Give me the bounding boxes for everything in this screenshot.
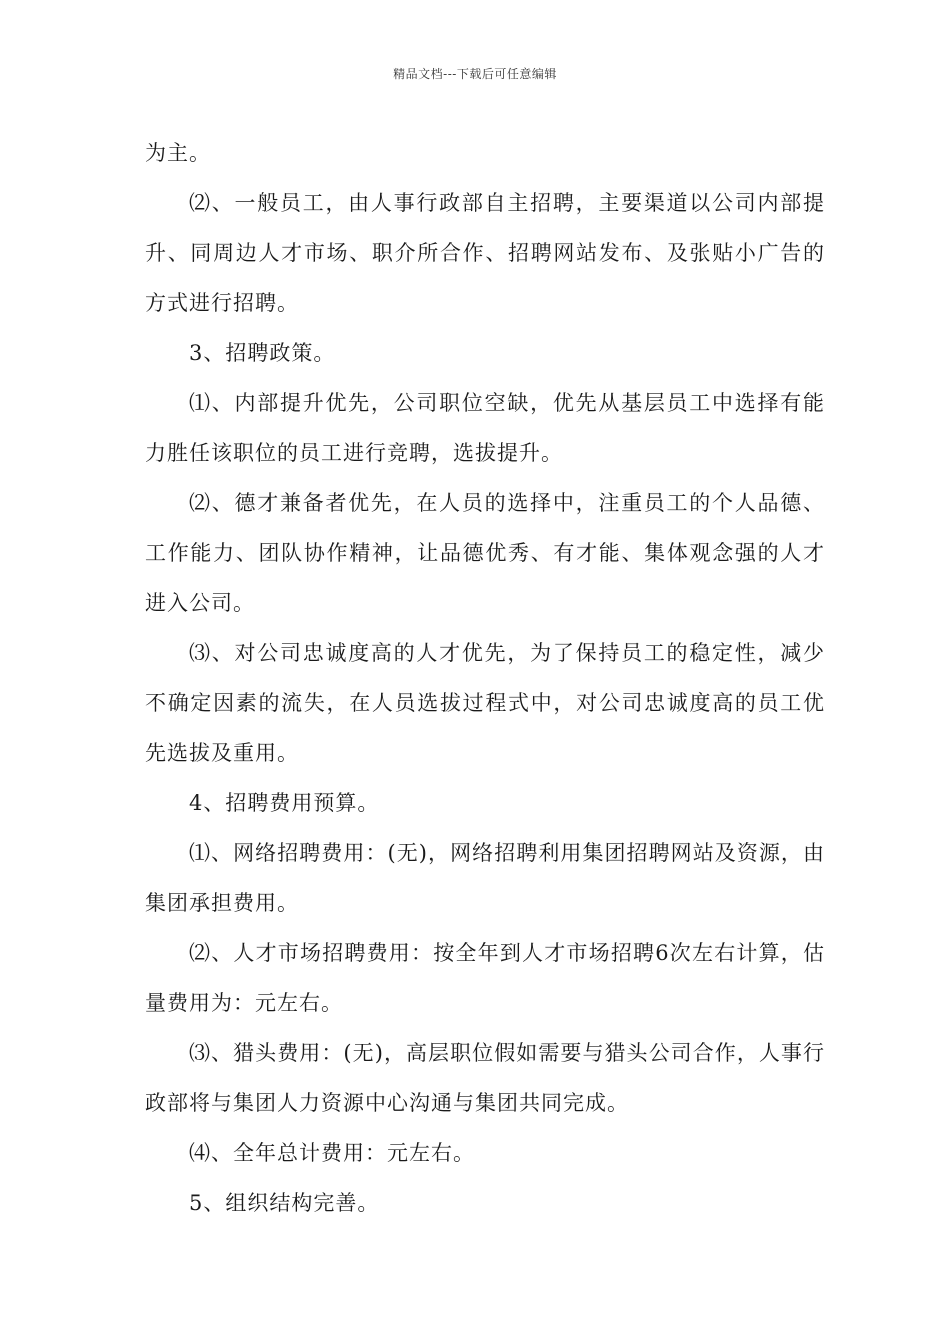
- paragraph-internal-promotion: ⑴、内部提升优先，公司职位空缺，优先从基层员工中选择有能力胜任该职位的员工进行竞聘，选拔提升。: [145, 391, 825, 465]
- section-heading-recruiting-policy: 3、招聘政策。: [189, 341, 336, 365]
- paragraph-annual-total-cost: ⑷、全年总计费用：元左右。: [189, 1141, 475, 1165]
- paragraph-talent-market-cost: ⑵、人才市场招聘费用：按全年到人才市场招聘6次左右计算，估量费用为：元左右。: [145, 941, 825, 1015]
- paragraph-virtue-and-talent: ⑵、德才兼备者优先，在人员的选择中，注重员工的个人品德、工作能力、团队协作精神，让品德优秀、有才能、集体观念强的人才进入公司。: [145, 491, 825, 615]
- paragraph-loyalty-priority: ⑶、对公司忠诚度高的人才优先，为了保持员工的稳定性，减少不确定因素的流失，在人员选拔过程式中，对公司忠诚度高的员工优先选拔及重用。: [145, 641, 825, 765]
- page-header: 精品文档---下载后可任意编辑: [393, 67, 557, 81]
- section-heading-org-structure: 5、组织结构完善。: [189, 1191, 380, 1215]
- paragraph-online-recruiting-cost: ⑴、网络招聘费用：(无)，网络招聘利用集团招聘网站及资源，由集团承担费用。: [145, 841, 825, 915]
- paragraph-headhunter-cost: ⑶、猎头费用：(无)，高层职位假如需要与猎头公司合作，人事行政部将与集团人力资源中心沟通与集团共同完成。: [145, 1041, 825, 1115]
- section-heading-recruiting-budget: 4、招聘费用预算。: [189, 791, 380, 815]
- paragraph-continuation: 为主。: [145, 141, 211, 165]
- document-body: [145, 128, 825, 1228]
- paragraph-general-staff-recruiting: ⑵、一般员工，由人事行政部自主招聘，主要渠道以公司内部提升、同周边人才市场、职介所合作、招聘网站发布、及张贴小广告的方式进行招聘。: [145, 191, 825, 315]
